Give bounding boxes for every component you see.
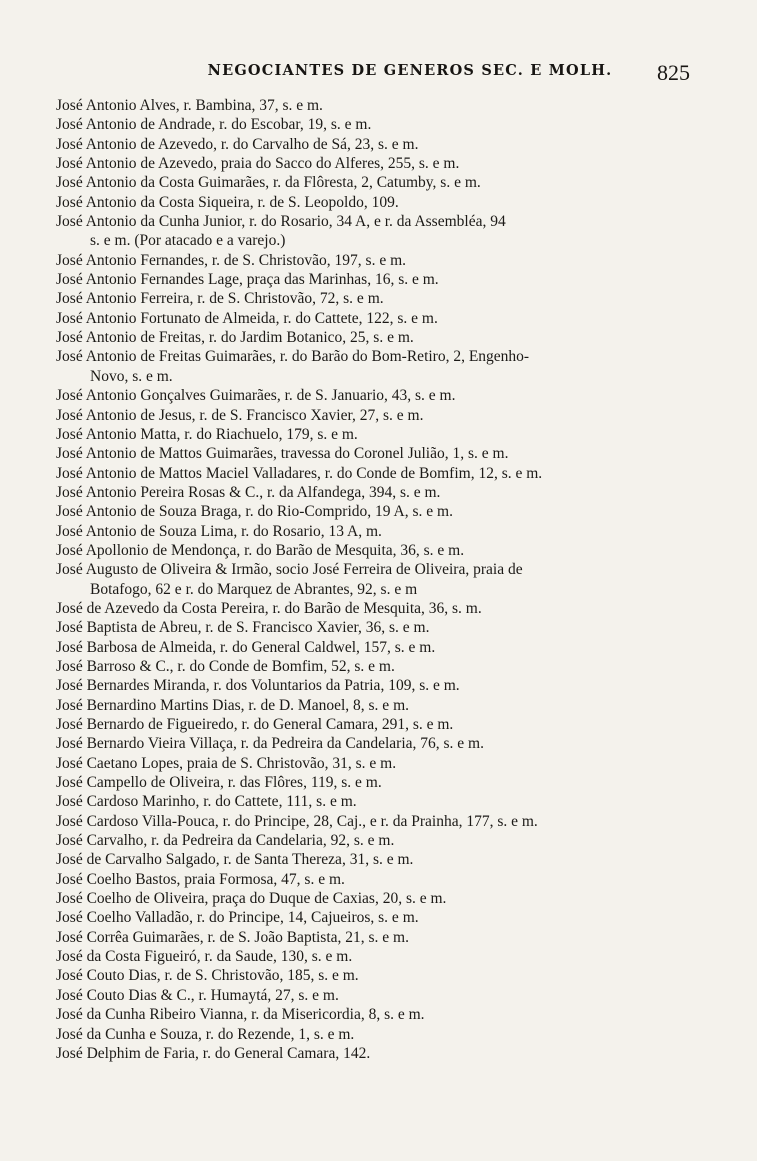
entry-line: José Antonio da Costa Siqueira, r. de S. Leopoldo, 109. xyxy=(56,193,399,211)
directory-entry xyxy=(56,289,696,308)
entry-continuation-line: s. e m. (Por atacado e a varejo.) xyxy=(90,232,286,250)
directory-entry xyxy=(56,1005,696,1024)
entry-line: José de Carvalho Salgado, r. de Santa Thereza, 31, s. e m. xyxy=(56,851,414,869)
entry-line: José Antonio da Cunha Junior, r. do Rosario, 34 A, e r. da Assembléa, 94 xyxy=(56,213,506,231)
entry-line: José Bernardes Miranda, r. dos Voluntarios da Patria, 109, s. e m. xyxy=(56,677,460,695)
entry-line: José Caetano Lopes, praia de S. Christovão, 31, s. e m. xyxy=(56,754,397,772)
entry-line: José Antonio Fernandes, r. de S. Christovão, 197, s. e m. xyxy=(56,251,407,269)
entry-line: José Antonio de Azevedo, praia do Sacco do Alferes, 255, s. e m. xyxy=(56,155,460,173)
entry-line: José Baptista de Abreu, r. de S. Francisco Xavier, 36, s. e m. xyxy=(56,619,430,637)
entry-line: José Antonio de Jesus, r. de S. Francisco Xavier, 27, s. e m. xyxy=(56,406,424,424)
directory-entry xyxy=(56,812,696,831)
directory-entry xyxy=(56,251,696,270)
page-header-title: NEGOCIANTES DE GENEROS SEC. E MOLH. xyxy=(207,62,613,79)
entry-line: José Antonio Matta, r. do Riachuelo, 179, s. e m. xyxy=(56,425,358,443)
directory-entry xyxy=(56,1044,696,1063)
directory-entry xyxy=(56,386,696,405)
directory-entry xyxy=(56,715,696,734)
entry-line: José Couto Dias, r. de S. Christovão, 185, s. e m. xyxy=(56,967,359,985)
entry-line: José Bernardo de Figueiredo, r. do General Camara, 291, s. e m. xyxy=(56,716,454,733)
entry-line: José Antonio de Mattos Maciel Valladares, r. do Conde de Bomfim, 12, s. e m. xyxy=(56,464,543,482)
directory-entry xyxy=(56,173,696,192)
entry-line: José Antonio de Azevedo, r. do Carvalho de Sá, 23, s. e m. xyxy=(56,135,419,153)
entry-line: José Antonio de Freitas, r. do Jardim Botanico, 25, s. e m. xyxy=(56,329,414,347)
entry-line: José Antonio Ferreira, r. de S. Christovão, 72, s. e m. xyxy=(56,290,384,308)
entry-line: José Antonio Alves, r. Bambina, 37, s. e m. xyxy=(56,97,323,114)
directory-entry xyxy=(56,464,696,483)
directory-entry xyxy=(56,425,696,444)
entry-line: José Antonio Pereira Rosas & C., r. da Alfandega, 394, s. e m. xyxy=(56,483,441,501)
entry-line: José Antonio Fortunato de Almeida, r. do Cattete, 122, s. e m. xyxy=(56,309,438,327)
entry-line: José Apollonio de Mendonça, r. do Barão de Mesquita, 36, s. e m. xyxy=(56,541,465,559)
entry-line: José Cardoso Marinho, r. do Cattete, 111, s. e m. xyxy=(56,793,357,811)
entry-line: José Bernardino Martins Dias, r. de D. Manoel, 8, s. e m. xyxy=(56,696,409,714)
entry-line: José da Cunha Ribeiro Vianna, r. da Misericordia, 8, s. e m. xyxy=(56,1006,425,1024)
directory-entry xyxy=(56,347,696,386)
directory-entry xyxy=(56,444,696,463)
directory-entry xyxy=(56,328,696,347)
directory-entry xyxy=(56,212,696,251)
directory-entry xyxy=(56,406,696,425)
entry-line: José Antonio de Souza Braga, r. do Rio-Comprido, 19 A, s. e m. xyxy=(56,503,453,521)
entry-line: José Antonio de Freitas Guimarães, r. do Barão do Bom-Retiro, 2, Engenho- xyxy=(56,348,530,366)
directory-entry xyxy=(56,773,696,792)
directory-entry xyxy=(56,618,696,637)
entry-line: José Antonio de Mattos Guimarães, travessa do Coronel Julião, 1, s. e m. xyxy=(56,445,509,463)
directory-entry xyxy=(56,96,696,115)
entry-line: José de Azevedo da Costa Pereira, r. do Barão de Mesquita, 36, s. m. xyxy=(56,599,482,617)
entry-line: José Antonio da Costa Guimarães, r. da Flôresta, 2, Catumby, s. e m. xyxy=(56,174,481,192)
directory-entry xyxy=(56,1025,696,1044)
directory-entry xyxy=(56,676,696,695)
directory-entry xyxy=(56,309,696,328)
entry-line: José Cardoso Villa-Pouca, r. do Principe, 28, Caj., e r. da Prainha, 177, s. e m. xyxy=(56,812,538,830)
directory-entry xyxy=(56,541,696,560)
entry-line: José Augusto de Oliveira & Irmão, socio José Ferreira de Oliveira, praia de xyxy=(56,561,523,579)
entry-line: José Couto Dias & C., r. Humaytá, 27, s. e m. xyxy=(56,986,339,1004)
directory-entry xyxy=(56,734,696,753)
entry-line: José Antonio Fernandes Lage, praça das Marinhas, 16, s. e m. xyxy=(56,271,439,289)
directory-entry xyxy=(56,947,696,966)
directory-entry xyxy=(56,754,696,773)
directory-entry xyxy=(56,154,696,173)
directory-entry xyxy=(56,966,696,985)
entry-line: José da Cunha e Souza, r. do Rezende, 1, s. e m. xyxy=(56,1025,355,1043)
directory-entry xyxy=(56,908,696,927)
entry-line: José Coelho Valladão, r. do Principe, 14, Cajueiros, s. e m. xyxy=(56,909,419,927)
entry-continuation-line: Botafogo, 62 e r. do Marquez de Abrantes, 92, s. e m xyxy=(90,580,418,598)
directory-entry xyxy=(56,135,696,154)
directory-entry xyxy=(56,831,696,850)
directory-entry xyxy=(56,986,696,1005)
page-number: 825 xyxy=(657,60,690,85)
entry-line: José Coelho Bastos, praia Formosa, 47, s. e m. xyxy=(56,870,345,888)
entry-line: José Antonio Gonçalves Guimarães, r. de S. Januario, 43, s. e m. xyxy=(56,387,456,405)
directory-entry xyxy=(56,522,696,541)
entry-line: José Corrêa Guimarães, r. de S. João Baptista, 21, s. e m. xyxy=(56,928,409,946)
directory-entry xyxy=(56,657,696,676)
directory-entry xyxy=(56,696,696,715)
directory-entry xyxy=(56,638,696,657)
entry-continuation-line: Novo, s. e m. xyxy=(90,367,173,385)
directory-entry xyxy=(56,193,696,212)
entry-line: José Antonio de Souza Lima, r. do Rosario, 13 A, m. xyxy=(56,522,382,540)
entry-line: José Barbosa de Almeida, r. do General Caldwel, 157, s. e m. xyxy=(56,638,436,656)
directory-entry xyxy=(56,599,696,618)
entry-line: José da Costa Figueiró, r. da Saude, 130, s. e m. xyxy=(56,948,353,966)
entry-line: José Barroso & C., r. do Conde de Bomfim, 52, s. e m. xyxy=(56,657,395,675)
entry-line: José Antonio de Andrade, r. do Escobar, 19, s. e m. xyxy=(56,116,372,134)
directory-entry xyxy=(56,270,696,289)
entry-line: José Bernardo Vieira Villaça, r. da Pedreira da Candelaria, 76, s. e m. xyxy=(56,735,484,753)
directory-entry xyxy=(56,115,696,134)
directory-entry xyxy=(56,483,696,502)
directory-entry xyxy=(56,850,696,869)
directory-entry xyxy=(56,502,696,521)
directory-entry xyxy=(56,870,696,889)
directory-entry xyxy=(56,889,696,908)
entry-line: José Campello de Oliveira, r. das Flôres, 119, s. e m. xyxy=(56,774,382,792)
entry-line: José Delphim de Faria, r. do General Camara, 142. xyxy=(56,1044,371,1062)
directory-entry xyxy=(56,792,696,811)
directory-entry xyxy=(56,928,696,947)
entry-line: José Coelho de Oliveira, praça do Duque de Caxias, 20, s. e m. xyxy=(56,890,447,908)
entry-line: José Carvalho, r. da Pedreira da Candelaria, 92, s. e m. xyxy=(56,832,395,850)
directory-entry xyxy=(56,560,696,599)
directory-entries xyxy=(56,96,696,1063)
